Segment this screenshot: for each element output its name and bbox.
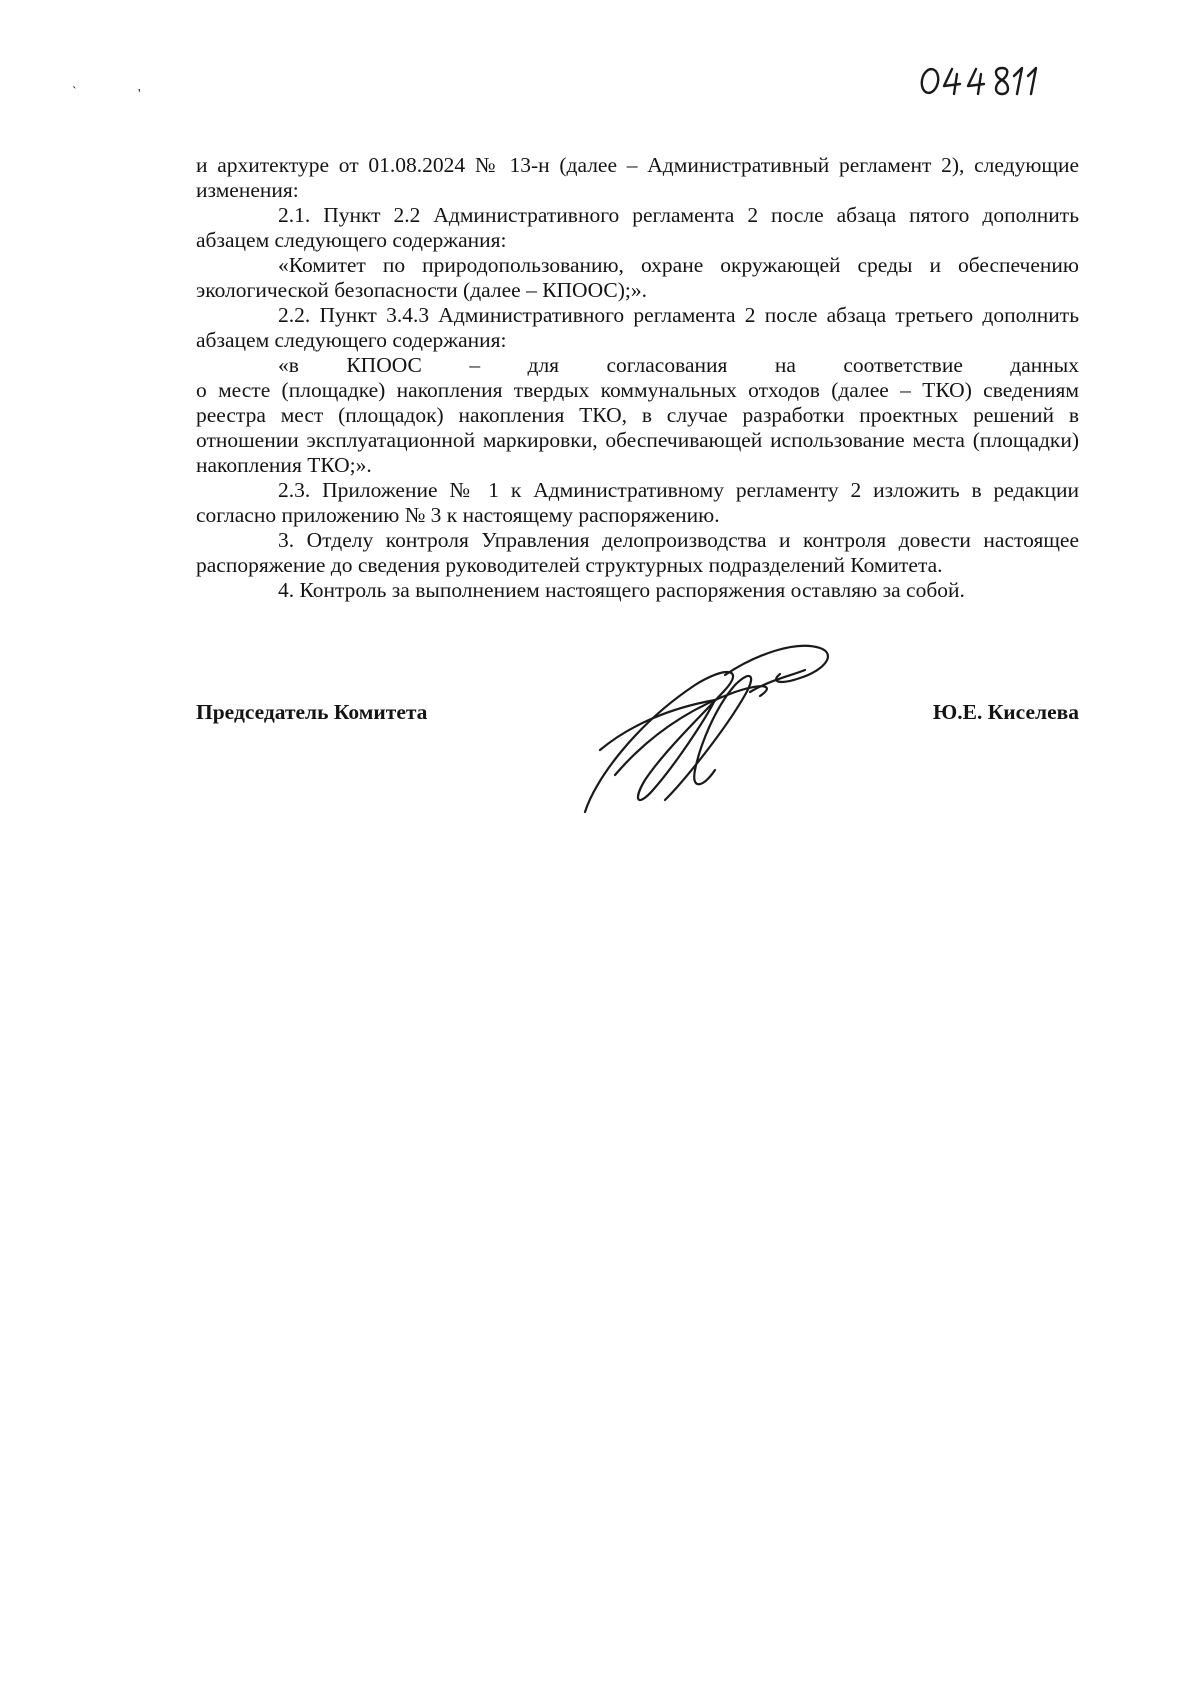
paragraph: 3. Отделу контроля Управления делопроизводства и контроля довести настоящее распоряжение до сведения руководителей структурных подразделений Комитета. bbox=[196, 528, 1079, 577]
paragraph: о месте (площадке) накопления твердых коммунальных отходов (далее – ТКО) сведениям реестра мест (площадок) накопления ТКО, в случае разработки проектных решений в отношении эксплуатационной маркировки, обеспечивающей использование места (площадки) накопления ТКО;». bbox=[196, 378, 1079, 477]
signature-block bbox=[196, 700, 1079, 730]
handwritten-registration-number bbox=[918, 62, 1048, 98]
paragraph: и архитектуре от 01.08.2024 № 13-н (далее – Административный регламент 2), следующие изменения: bbox=[196, 153, 1079, 202]
signer-title: Председатель Комитета bbox=[196, 700, 428, 724]
paragraph: 2.2. Пункт 3.4.3 Административного регламента 2 после абзаца третьего дополнить абзацем следующего содержания: bbox=[196, 303, 1079, 352]
document-body bbox=[196, 153, 1079, 603]
scan-speck: ` bbox=[72, 85, 77, 100]
scan-speck: ' bbox=[138, 87, 141, 102]
paragraph: 2.3. Приложение № 1 к Административному регламенту 2 изложить в редакции согласно приложению № 3 к настоящему распоряжению. bbox=[196, 478, 1079, 527]
paragraph: 2.1. Пункт 2.2 Административного регламента 2 после абзаца пятого дополнить абзацем следующего содержания: bbox=[196, 203, 1079, 252]
paragraph: «в КПООС – для согласования на соответствие данных bbox=[278, 353, 1079, 377]
paragraph: 4. Контроль за выполнением настоящего распоряжения оставляю за собой. bbox=[278, 578, 965, 602]
paragraph: «Комитет по природопользованию, охране окружающей среды и обеспечению экологической безопасности (далее – КПООС);». bbox=[196, 253, 1079, 302]
signer-name: Ю.Е. Киселева bbox=[933, 700, 1079, 724]
